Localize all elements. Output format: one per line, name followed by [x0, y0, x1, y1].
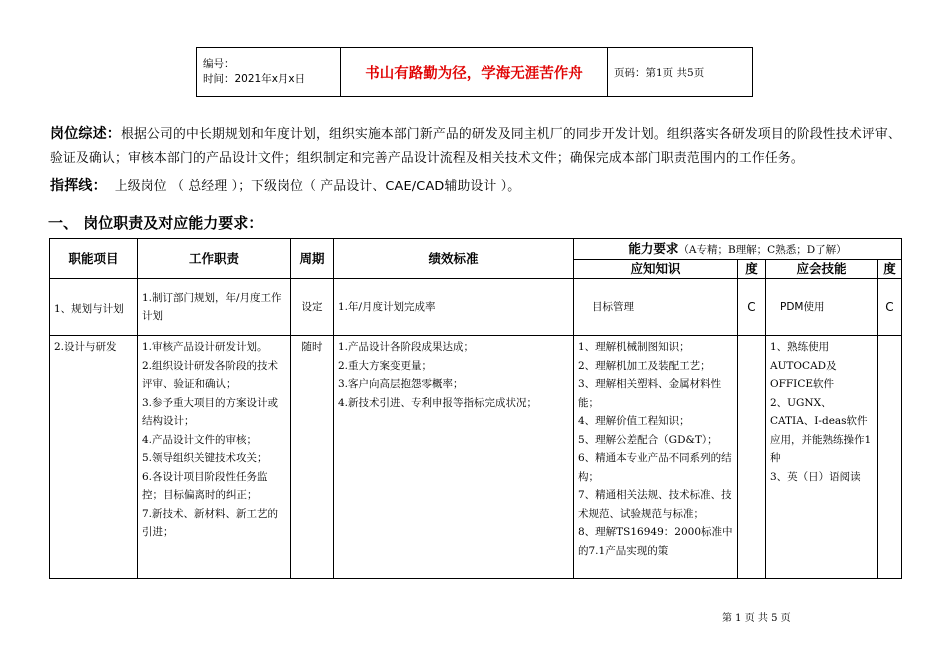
header-degree-2: 度	[878, 260, 902, 279]
ability-title: 能力要求	[628, 240, 679, 256]
duty-item: 1.审核产品设计研发计划。	[142, 341, 268, 353]
document-header	[196, 47, 753, 97]
number-label: 编号：	[203, 58, 235, 70]
kpi-item: 3.客户向高层抱怨零概率；	[338, 378, 464, 390]
overview-text: 根据公司的中长期规划和年度计划，组织实施本部门新产品的研发及同主机厂的同步开发计划。组织落实各研发项目的阶段性技术评审、验证及确认；审核本部门的产品设计文件；组织制定和完善产品设计流程及相关技术文件；确保完成本部门职责范围内的工作任务。	[50, 127, 901, 166]
skill-item: PDM使用	[780, 300, 825, 313]
knowledge-item: 1、理解机械制图知识；	[578, 341, 690, 353]
knowledge-item: 目标管理	[592, 300, 634, 313]
row-duties	[138, 279, 291, 336]
row-kpis	[334, 279, 574, 336]
knowledge-item: 5、理解公差配合（GD&T）；	[578, 433, 718, 446]
row-skills	[766, 279, 878, 336]
row-knowledge	[574, 279, 738, 336]
table-row	[50, 279, 902, 336]
skill-item: 3、英（日）语阅读	[770, 470, 861, 483]
row-degree-2	[878, 336, 902, 579]
kpi-item: 2.重大方案变更量；	[338, 359, 433, 372]
duty-item: 7.新技术、新材料、新工艺的引进；	[142, 507, 279, 538]
knowledge-item: 3、理解相关塑料、金属材料性能；	[578, 378, 722, 409]
motto: 书山有路勤为径，学海无涯苦作舟	[341, 48, 608, 97]
duty-item: 4.产品设计文件的审核；	[142, 433, 258, 446]
knowledge-item: 2、理解机加工及装配工艺；	[578, 359, 711, 372]
duty-item: 3.参予重大项目的方案设计或结构设计；	[142, 396, 279, 427]
table-row	[50, 336, 902, 579]
row-skills	[766, 336, 878, 579]
row-degree-1	[738, 336, 766, 579]
ability-note: （A专精；B理解；C熟悉；D了解）	[678, 243, 847, 256]
kpi-item: 1.产品设计各阶段成果达成；	[338, 341, 475, 353]
row-function: 2.设计与研发	[50, 336, 138, 579]
duty-item: 2.组织设计研发各阶段的技术评审、验证和确认；	[142, 359, 279, 390]
overview-paragraph	[50, 122, 912, 171]
kpi-item: 4.新技术引进、专利申报等指标完成状况；	[338, 396, 538, 409]
header-cycle: 周期	[291, 239, 334, 279]
row-function: 1、规划与计划	[50, 279, 138, 336]
section-title: 一、 岗位职责及对应能力要求：	[48, 214, 264, 232]
header-function: 职能项目	[50, 239, 138, 279]
row-knowledge	[574, 336, 738, 579]
header-kpi: 绩效标准	[334, 239, 574, 279]
header-knowledge: 应知知识	[574, 260, 738, 279]
skill-item: 2、UGNX、CATIA、I-deas软件应用，并能熟练操作1种	[770, 396, 872, 464]
header-meta	[197, 48, 341, 97]
kpi-item: 1.年/月度计划完成率	[338, 300, 436, 313]
row-duties	[138, 336, 291, 579]
header-duty: 工作职责	[138, 239, 291, 279]
row-kpis	[334, 336, 574, 579]
knowledge-item: 6、精通本专业产品不同系列的结构；	[578, 452, 732, 483]
header-skill: 应会技能	[766, 260, 878, 279]
duty-item: 1.制订部门规划，年/月度工作计划	[142, 291, 282, 322]
knowledge-item: 7、精通相关法规、技术标准、技术规范、试验规范与标准；	[578, 489, 732, 520]
overview-label: 岗位综述：	[50, 126, 121, 142]
row-degree-2: C	[878, 279, 902, 336]
time-label: 时间：2021年x月x日	[203, 73, 306, 85]
command-line	[50, 174, 912, 199]
duties-table	[49, 238, 902, 579]
knowledge-item: 4、理解价值工程知识；	[578, 415, 690, 427]
page-footer: 第 1 页 共 5 页	[722, 613, 791, 624]
command-label: 指挥线：	[50, 178, 107, 194]
command-text: 上级岗位 （ 总经理 ）；下级岗位（ 产品设计、CAE/CAD辅助设计 ）。	[114, 179, 521, 194]
page-info: 页码：第1页 共5页	[608, 48, 753, 97]
header-ability	[574, 239, 902, 260]
skill-item: 1、熟练使用AUTOCAD及OFFICE软件	[770, 341, 837, 390]
row-cycle: 随时	[291, 336, 334, 579]
row-degree-1: C	[738, 279, 766, 336]
knowledge-item: 8、理解TS16949：2000标准中的7.1产品实现的策	[578, 526, 733, 557]
row-cycle: 设定	[291, 279, 334, 336]
duty-item: 5.领导组织关键技术攻关；	[142, 452, 268, 464]
duty-item: 6.各设计项目阶段性任务监控；目标偏离时的纠正；	[142, 470, 268, 501]
header-degree-1: 度	[738, 260, 766, 279]
